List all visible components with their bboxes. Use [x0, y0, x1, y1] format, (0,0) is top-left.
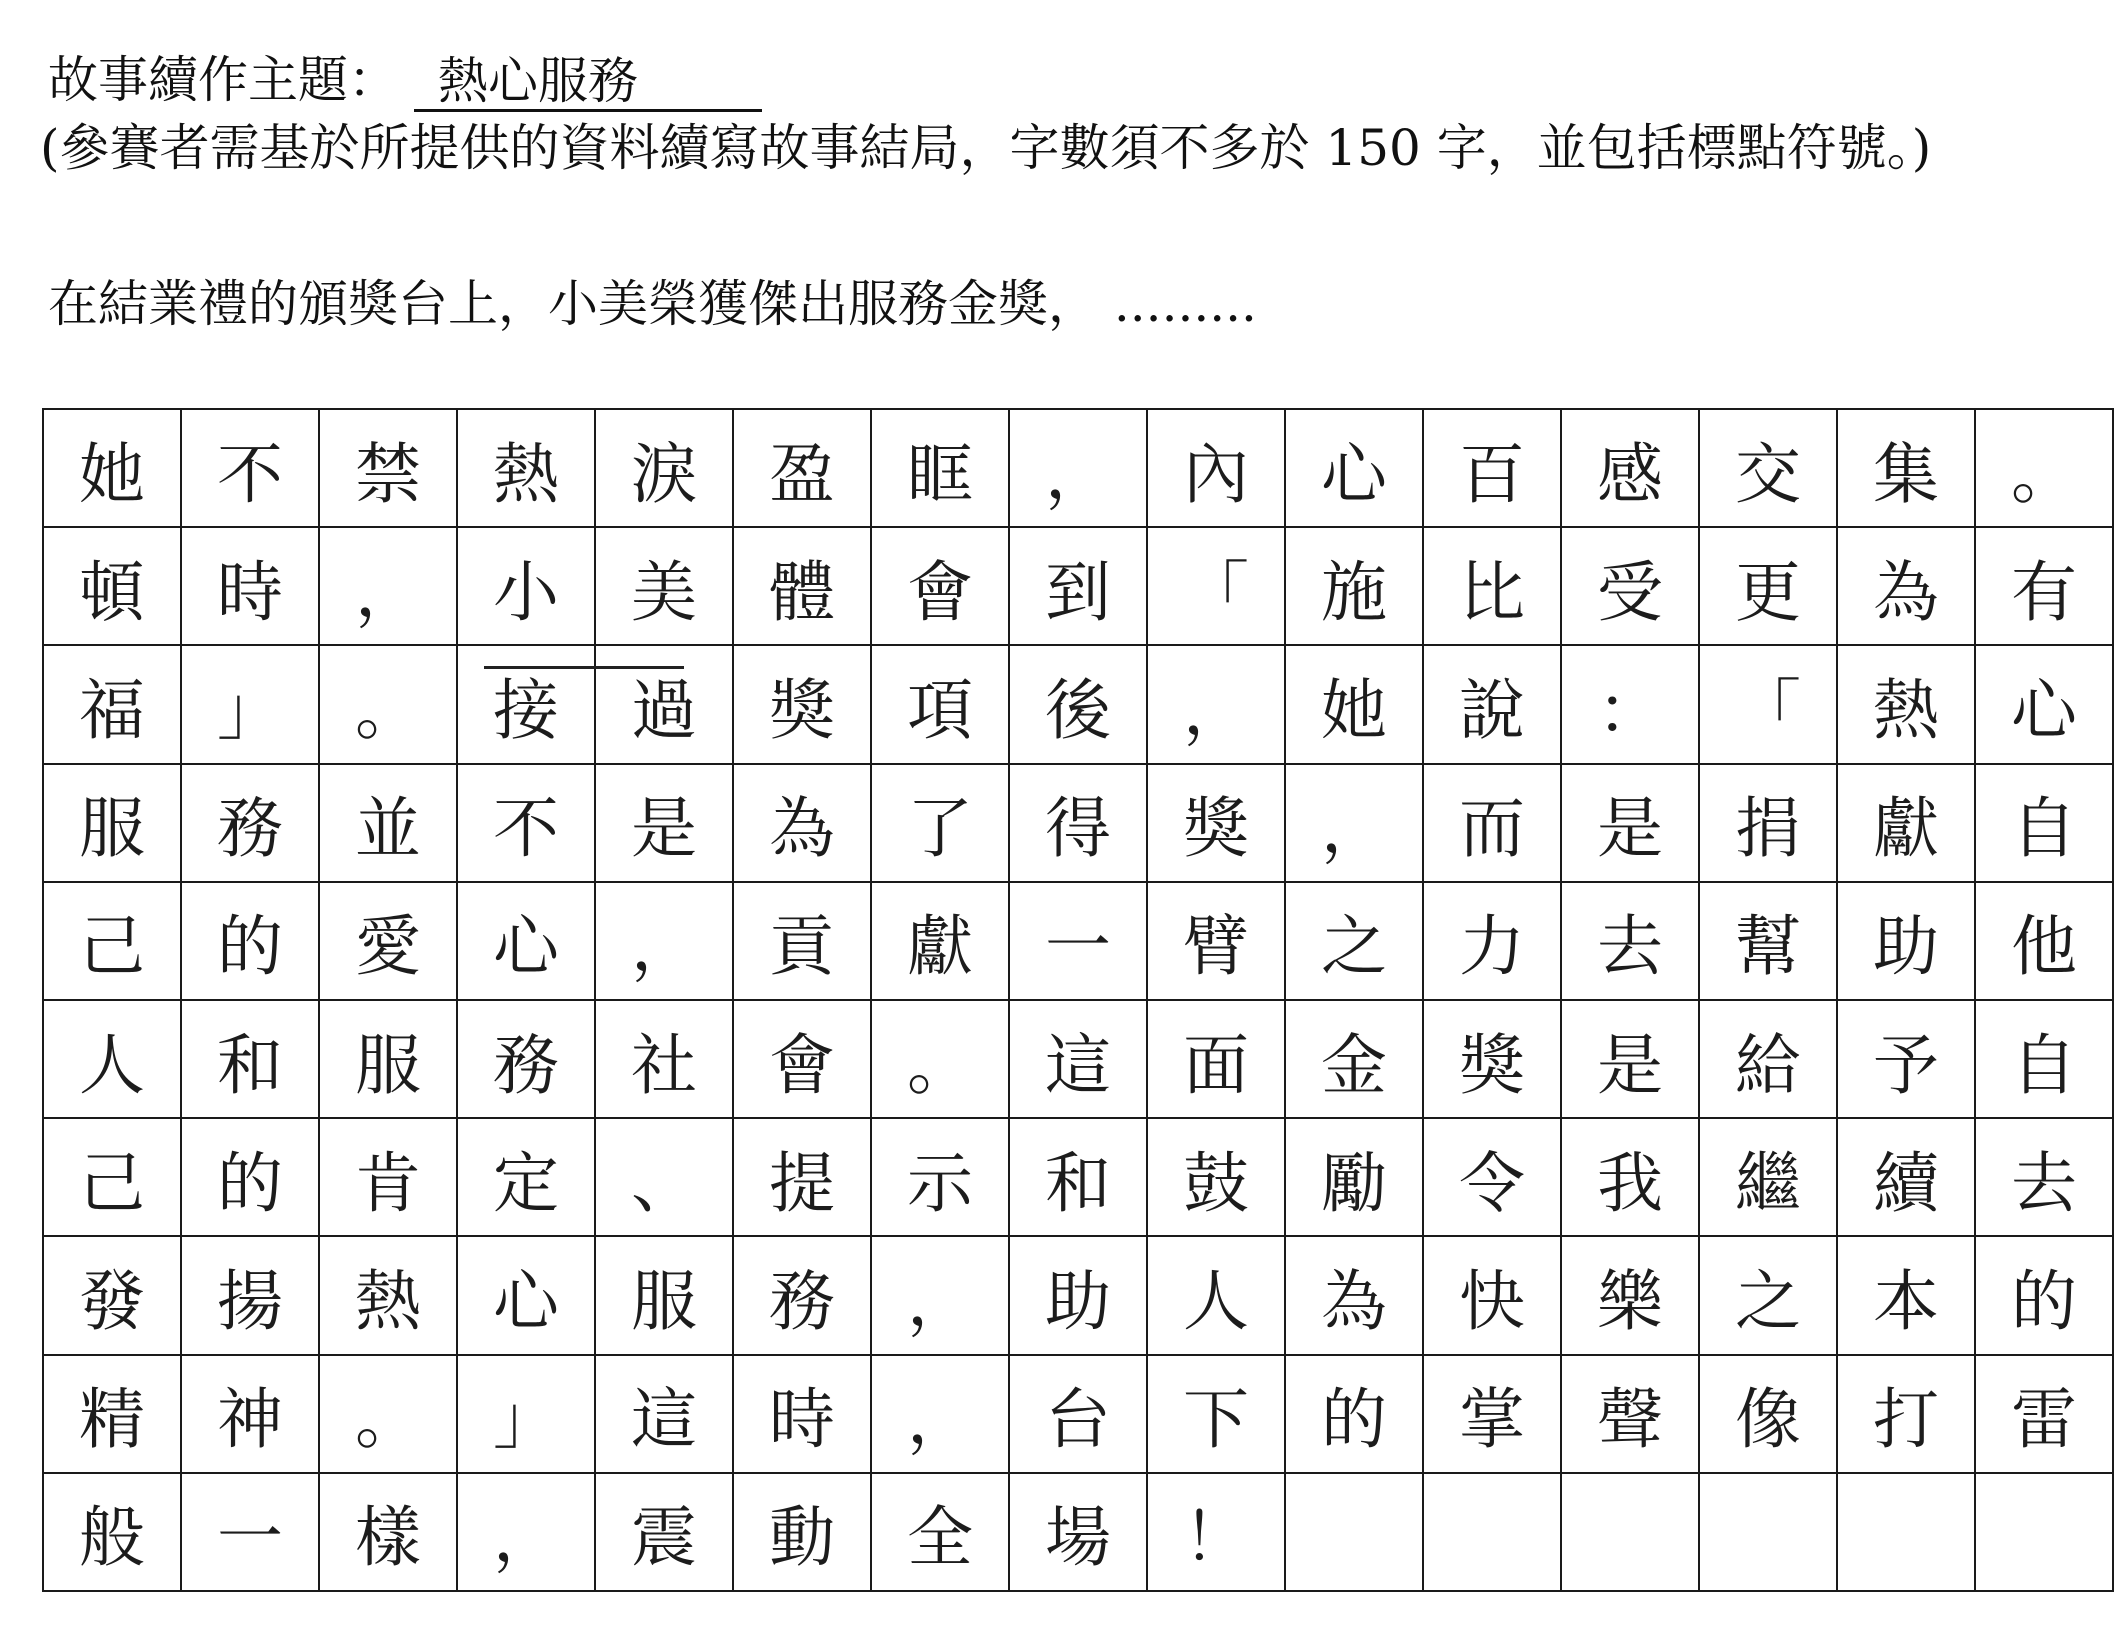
grid-cell: 面	[1147, 1000, 1285, 1118]
grid-cell: 社	[595, 1000, 733, 1118]
grid-cell: 貢	[733, 882, 871, 1000]
grid-cell: 更	[1699, 527, 1837, 645]
grid-cell: 盈	[733, 409, 871, 527]
grid-cell: 他	[1975, 882, 2113, 1000]
grid-cell: 掌	[1423, 1355, 1561, 1473]
grid-cell: 本	[1837, 1236, 1975, 1354]
grid-cell: 像	[1699, 1355, 1837, 1473]
grid-cell: 。	[319, 1355, 457, 1473]
instruction-text: (參賽者需基於所提供的資料續寫故事結局，字數須不多於 150 字，並包括標點符號。)	[40, 119, 1932, 177]
grid-cell: 己	[43, 882, 181, 1000]
grid-cell: 施	[1285, 527, 1423, 645]
grid-cell: 服	[595, 1236, 733, 1354]
grid-cell: 的	[181, 882, 319, 1000]
grid-cell: 之	[1699, 1236, 1837, 1354]
grid-cell: 不	[181, 409, 319, 527]
grid-cell: 去	[1561, 882, 1699, 1000]
grid-cell: 助	[1009, 1236, 1147, 1354]
grid-cell: 不	[457, 764, 595, 882]
grid-cell: 令	[1423, 1118, 1561, 1236]
grid-cell: 雷	[1975, 1355, 2113, 1473]
grid-cell: 去	[1975, 1118, 2113, 1236]
grid-cell: 服	[43, 764, 181, 882]
grid-cell: 樣	[319, 1473, 457, 1591]
grid-cell: ：	[1561, 645, 1699, 763]
grid-cell: 交	[1699, 409, 1837, 527]
grid-cell	[1561, 1473, 1699, 1591]
grid-cell: 己	[43, 1118, 181, 1236]
grid-cell: 聲	[1561, 1355, 1699, 1473]
grid-cell: 集	[1837, 409, 1975, 527]
grid-cell: 福	[43, 645, 181, 763]
grid-cell: 了	[871, 764, 1009, 882]
grid-cell: 提	[733, 1118, 871, 1236]
grid-cell: 人	[43, 1000, 181, 1118]
grid-cell: 會	[871, 527, 1009, 645]
grid-cell: 肯	[319, 1118, 457, 1236]
grid-cell: 務	[733, 1236, 871, 1354]
grid-cell: 獎	[1423, 1000, 1561, 1118]
grid-cell: 為	[733, 764, 871, 882]
grid-row	[43, 1355, 2113, 1473]
grid-cell: 是	[1561, 1000, 1699, 1118]
grid-cell: 心	[457, 1236, 595, 1354]
grid-cell	[1837, 1473, 1975, 1591]
grid-cell: 打	[1837, 1355, 1975, 1473]
grid-cell: 感	[1561, 409, 1699, 527]
grid-cell	[1423, 1473, 1561, 1591]
grid-cell: 下	[1147, 1355, 1285, 1473]
grid-row	[43, 1473, 2113, 1591]
grid-cell: 百	[1423, 409, 1561, 527]
grid-cell: 熱	[1837, 645, 1975, 763]
grid-cell: 眶	[871, 409, 1009, 527]
grid-cell: 精	[43, 1355, 181, 1473]
grid-cell: 台	[1009, 1355, 1147, 1473]
grid-cell: 務	[457, 1000, 595, 1118]
grid-cell: ，	[871, 1236, 1009, 1354]
grid-cell: 發	[43, 1236, 181, 1354]
grid-cell: 受	[1561, 527, 1699, 645]
grid-cell: 這	[595, 1355, 733, 1473]
grid-row	[43, 645, 2113, 763]
grid-cell: 捐	[1699, 764, 1837, 882]
grid-cell: 示	[871, 1118, 1009, 1236]
grid-cell: 頓	[43, 527, 181, 645]
grid-cell: 「	[1699, 645, 1837, 763]
grid-cell: 這	[1009, 1000, 1147, 1118]
grid-cell: 我	[1561, 1118, 1699, 1236]
grid-cell: 力	[1423, 882, 1561, 1000]
grid-cell: 幫	[1699, 882, 1837, 1000]
grid-cell: 一	[181, 1473, 319, 1591]
grid-cell: 的	[1285, 1355, 1423, 1473]
grid-cell: 助	[1837, 882, 1975, 1000]
grid-cell: 一	[1009, 882, 1147, 1000]
grid-cell: 震	[595, 1473, 733, 1591]
grid-cell: 而	[1423, 764, 1561, 882]
grid-cell: 務	[181, 764, 319, 882]
grid-cell: 體	[733, 527, 871, 645]
grid-cell: 金	[1285, 1000, 1423, 1118]
grid-cell: 為	[1837, 527, 1975, 645]
grid-cell: 是	[1561, 764, 1699, 882]
grid-cell: 勵	[1285, 1118, 1423, 1236]
grid-cell: 」	[457, 1355, 595, 1473]
grid-cell: 全	[871, 1473, 1009, 1591]
grid-cell: 有	[1975, 527, 2113, 645]
grid-cell: ！	[1147, 1473, 1285, 1591]
topic-label: 故事續作主題：	[48, 51, 398, 109]
grid-cell: 自	[1975, 764, 2113, 882]
grid-cell: 得	[1009, 764, 1147, 882]
topic-value: 熱心服務	[414, 53, 762, 112]
grid-cell: ，	[595, 882, 733, 1000]
grid-cell: 後	[1009, 645, 1147, 763]
grid-row	[43, 764, 2113, 882]
grid-cell: 時	[181, 527, 319, 645]
grid-cell: ，	[457, 1473, 595, 1591]
grid-cell: 接	[457, 645, 595, 763]
grid-cell: 獻	[1837, 764, 1975, 882]
grid-cell: 項	[871, 645, 1009, 763]
grid-cell: ，	[1147, 645, 1285, 763]
grid-cell: 的	[181, 1118, 319, 1236]
story-prompt: 在結業禮的頒獎台上，小美榮獲傑出服務金獎， .........	[48, 275, 1257, 333]
grid-cell: 愛	[319, 882, 457, 1000]
grid-cell: 般	[43, 1473, 181, 1591]
grid-cell: 神	[181, 1355, 319, 1473]
grid-cell: 「	[1147, 527, 1285, 645]
grid-cell: 到	[1009, 527, 1147, 645]
grid-cell: 快	[1423, 1236, 1561, 1354]
grid-cell: 。	[871, 1000, 1009, 1118]
grid-cell: 和	[1009, 1118, 1147, 1236]
grid-cell: 動	[733, 1473, 871, 1591]
grid-cell: 為	[1285, 1236, 1423, 1354]
grid-cell: 她	[1285, 645, 1423, 763]
grid-cell: 定	[457, 1118, 595, 1236]
grid-row	[43, 882, 2113, 1000]
grid-row	[43, 1236, 2113, 1354]
grid-cell: 服	[319, 1000, 457, 1118]
grid-cell: 獎	[733, 645, 871, 763]
topic-line	[48, 48, 762, 112]
grid-cell: 。	[1975, 409, 2113, 527]
grid-cell: 樂	[1561, 1236, 1699, 1354]
grid-cell: 心	[457, 882, 595, 1000]
grid-cell: 繼	[1699, 1118, 1837, 1236]
grid-cell: 時	[733, 1355, 871, 1473]
grid-row	[43, 1000, 2113, 1118]
grid-row	[43, 409, 2113, 527]
grid-cell: 禁	[319, 409, 457, 527]
grid-cell: 她	[43, 409, 181, 527]
grid-cell: 美	[595, 527, 733, 645]
grid-cell: 人	[1147, 1236, 1285, 1354]
grid-cell	[1285, 1473, 1423, 1591]
grid-cell: ，	[319, 527, 457, 645]
grid-cell: 心	[1285, 409, 1423, 527]
grid-cell: 獎	[1147, 764, 1285, 882]
grid-cell: ，	[1285, 764, 1423, 882]
grid-cell: 臂	[1147, 882, 1285, 1000]
grid-cell: 、	[595, 1118, 733, 1236]
grid-cell: 獻	[871, 882, 1009, 1000]
grid-cell: 」	[181, 645, 319, 763]
grid-cell: 給	[1699, 1000, 1837, 1118]
grid-cell: 場	[1009, 1473, 1147, 1591]
grid-row	[43, 527, 2113, 645]
grid-cell: 並	[319, 764, 457, 882]
grid-cell: 和	[181, 1000, 319, 1118]
grid-cell: 心	[1975, 645, 2113, 763]
grid-cell: 的	[1975, 1236, 2113, 1354]
grid-cell: ，	[871, 1355, 1009, 1473]
grid-cell: 小	[457, 527, 595, 645]
grid-cell	[1975, 1473, 2113, 1591]
strike-line	[484, 666, 684, 669]
grid-cell: 揚	[181, 1236, 319, 1354]
grid-cell: 鼓	[1147, 1118, 1285, 1236]
answer-grid	[42, 408, 2114, 1592]
grid-cell	[1699, 1473, 1837, 1591]
grid-cell: 會	[733, 1000, 871, 1118]
grid-cell: 熱	[457, 409, 595, 527]
grid-row	[43, 1118, 2113, 1236]
grid-cell: 予	[1837, 1000, 1975, 1118]
grid-cell: 說	[1423, 645, 1561, 763]
grid-cell: 過	[595, 645, 733, 763]
grid-cell: 內	[1147, 409, 1285, 527]
grid-cell: 比	[1423, 527, 1561, 645]
grid-cell: 自	[1975, 1000, 2113, 1118]
grid-cell: 熱	[319, 1236, 457, 1354]
grid-cell: ，	[1009, 409, 1147, 527]
grid-cell: 淚	[595, 409, 733, 527]
grid-cell: 續	[1837, 1118, 1975, 1236]
grid-cell: 是	[595, 764, 733, 882]
grid-cell: 。	[319, 645, 457, 763]
grid-cell: 之	[1285, 882, 1423, 1000]
